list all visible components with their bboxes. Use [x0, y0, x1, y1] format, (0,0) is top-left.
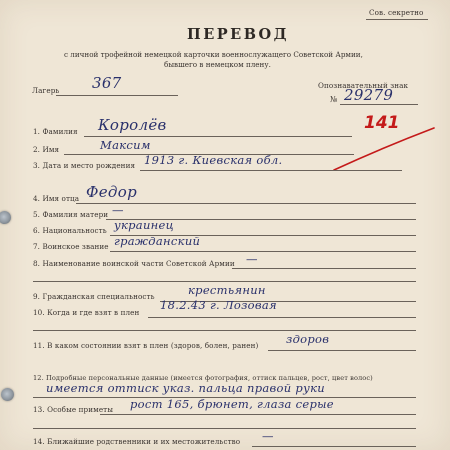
field-8-label	[33, 259, 235, 268]
subtitle-line-1: с личной трофейной немецкой карточки военнослужащего Советской Армии,	[64, 50, 363, 59]
field-9-label	[33, 292, 155, 301]
field-7-text: Воинское звание	[42, 242, 109, 251]
field-11-value: здоров	[286, 332, 330, 346]
field-6-value: украинец	[114, 218, 174, 232]
field-11-text: В каком состоянии взят в плен (здоров, болен, ранен)	[47, 341, 259, 350]
field-4-value: Федор	[86, 183, 137, 201]
field-10-num: 10.	[33, 308, 45, 317]
pow-number-label: Опознавательный знак	[318, 81, 409, 90]
field-10-line-2	[33, 330, 416, 331]
field-10-label	[33, 308, 139, 317]
field-1-label	[33, 127, 78, 136]
field-1-value: Королёв	[98, 116, 167, 134]
camp-value: 367	[92, 74, 122, 92]
field-1-text: Фамилия	[42, 127, 78, 136]
field-13-text: Особые приметы	[47, 405, 114, 414]
camp-label: Лагерь	[32, 86, 60, 95]
field-9-text: Гражданская специальность	[42, 292, 155, 301]
field-1-num: 1.	[33, 127, 41, 136]
field-5-label	[33, 210, 108, 219]
field-10-value: 18.2.43 г. Лозовая	[160, 298, 277, 312]
field-4-line	[76, 203, 416, 204]
field-3-value: 1913 г. Киевская обл.	[144, 153, 283, 167]
field-4-num: 4.	[33, 194, 41, 203]
field-6-text: Национальность	[42, 226, 107, 235]
field-7-value: гражданский	[114, 234, 201, 248]
field-4-label	[33, 194, 79, 203]
field-11-line	[268, 350, 416, 351]
field-5-text: Фамилия матери	[42, 210, 109, 219]
field-8-num: 8.	[33, 259, 41, 268]
stamp-underline	[366, 19, 428, 20]
field-14-text: Ближайшие родственники и их местожительство	[47, 437, 241, 446]
pow-number-line	[340, 104, 418, 105]
field-5-num: 5.	[33, 210, 41, 219]
field-10-line	[148, 317, 416, 318]
field-8-value: —	[246, 252, 258, 266]
field-2-text: Имя	[42, 145, 60, 154]
field-14-line	[252, 446, 416, 447]
red-annotation-stroke	[330, 126, 440, 176]
field-8-line-2	[33, 281, 416, 282]
binder-hole-top	[0, 211, 11, 224]
field-12-num: 12.	[33, 374, 44, 382]
field-11-num: 11.	[33, 341, 45, 350]
field-14-label	[33, 437, 240, 446]
field-8-text: Наименование воинской части Советской Армии	[42, 259, 235, 268]
field-12-value: имеется оттиск указ. пальца правой руки	[46, 381, 325, 395]
field-11-label	[33, 341, 258, 350]
field-13-line-2	[33, 428, 416, 429]
field-10-text: Когда и где взят в плен	[47, 308, 140, 317]
field-7-num: 7.	[33, 242, 41, 251]
field-7-label	[33, 242, 109, 251]
field-6-label	[33, 226, 107, 235]
field-7-line	[110, 251, 416, 252]
subtitle-line-2: бывшего в немецком плену.	[164, 60, 271, 69]
field-14-num: 14.	[33, 437, 45, 446]
page-title: ПЕРЕВОД	[187, 26, 289, 43]
secrecy-stamp: Сов. секретно	[369, 8, 424, 17]
field-3-text: Дата и место рождения	[42, 161, 136, 170]
binder-hole-bottom	[1, 388, 14, 401]
camp-line	[56, 95, 178, 96]
red-annotation-number: 141	[364, 113, 400, 133]
field-9-num: 9.	[33, 292, 41, 301]
field-4-text: Имя отца	[42, 194, 80, 203]
field-12-text: Подробные персональные данные (имеется фотография, оттиск пальцев, рост, цвет волос)	[46, 374, 373, 382]
field-3-num: 3.	[33, 161, 41, 170]
pow-number-value: 29279	[344, 86, 394, 104]
field-2-value: Максим	[100, 138, 151, 152]
field-13-line	[100, 414, 416, 415]
field-6-num: 6.	[33, 226, 41, 235]
field-8-line	[232, 268, 416, 269]
field-13-value: рост 165, брюнет, глаза серые	[130, 397, 334, 411]
field-1-line	[84, 136, 352, 137]
field-13-label	[33, 405, 113, 414]
field-5-value: —	[112, 203, 124, 217]
field-9-value: крестьянин	[188, 283, 266, 297]
field-3-label	[33, 161, 135, 170]
field-14-value: —	[262, 429, 274, 443]
field-2-num: 2.	[33, 145, 41, 154]
pow-number-prefix: №	[330, 95, 338, 104]
field-3-line	[140, 170, 402, 171]
field-13-num: 13.	[33, 405, 45, 414]
field-2-label	[33, 145, 59, 154]
